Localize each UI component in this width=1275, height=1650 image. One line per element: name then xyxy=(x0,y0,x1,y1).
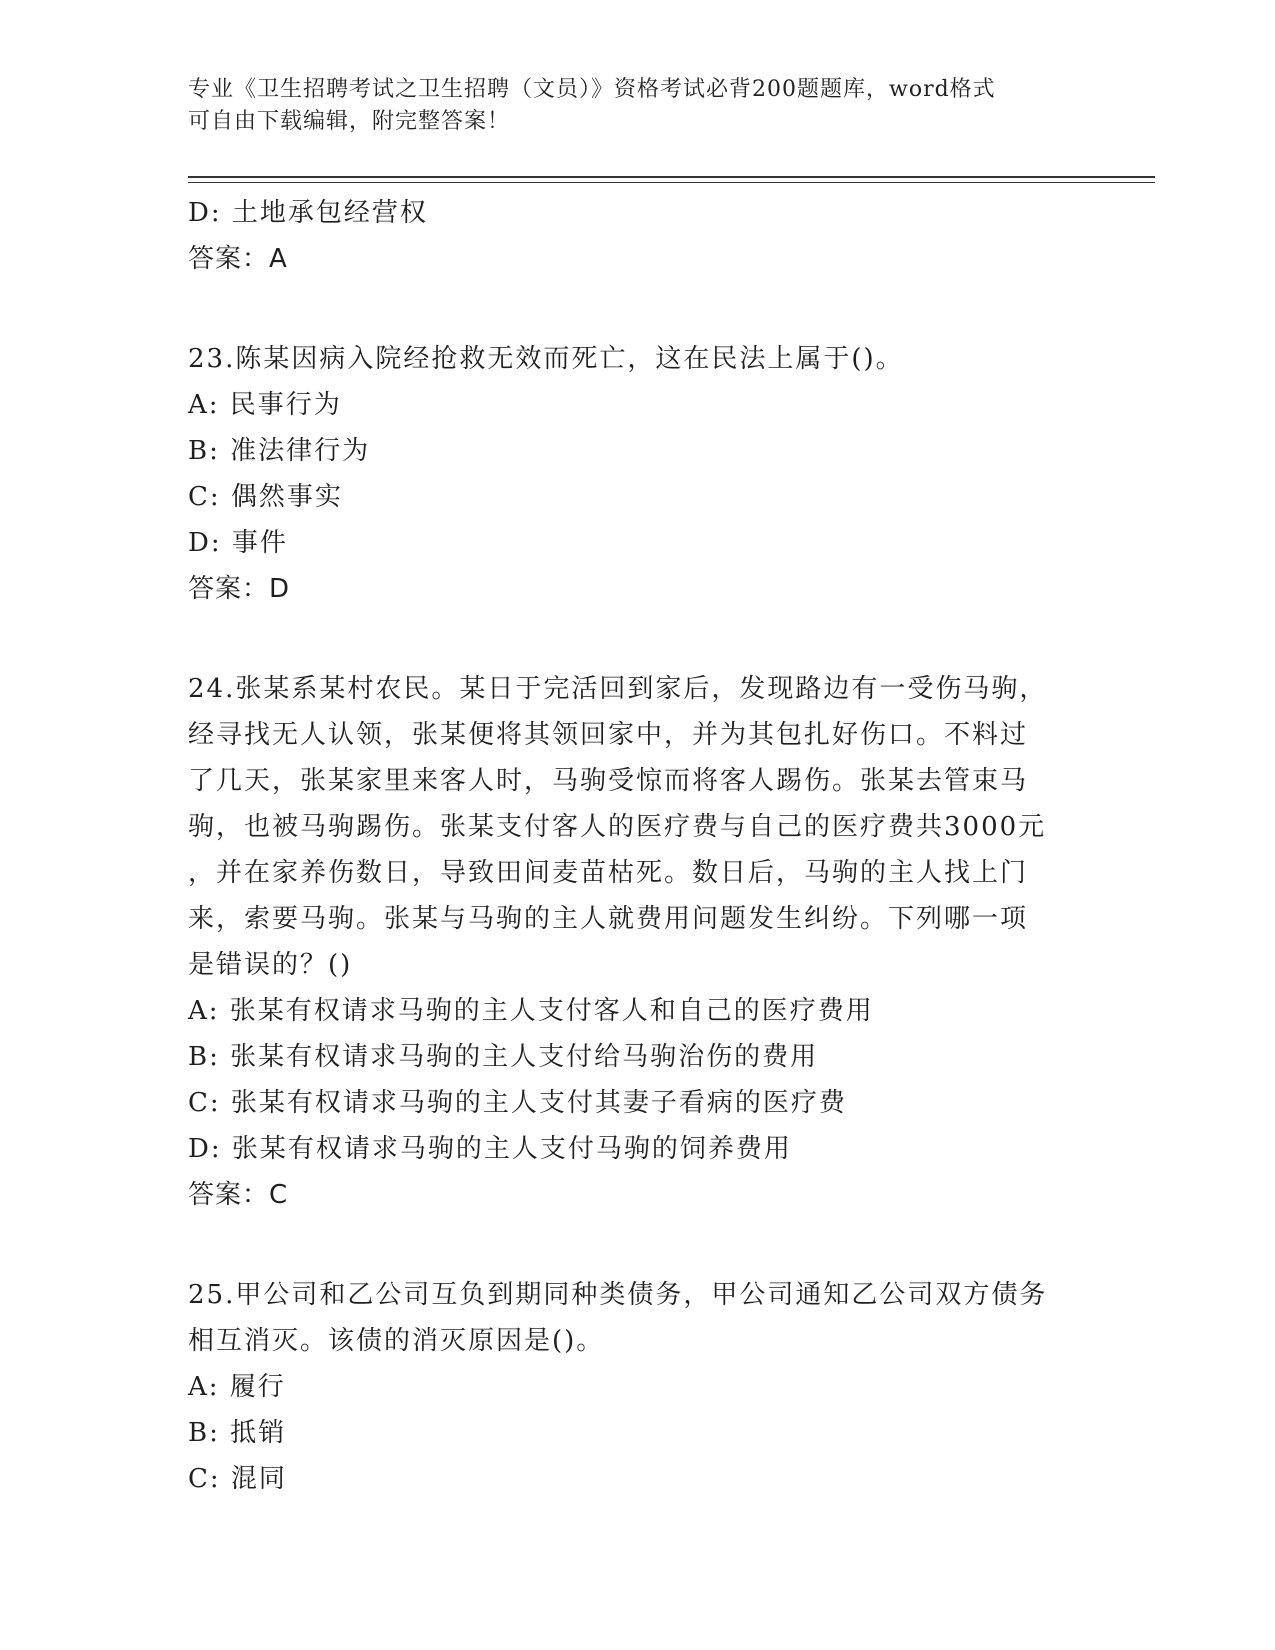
option-c: C: 张某有权请求马驹的主人支付其妻子看病的医疗费 xyxy=(188,1088,847,1118)
option-a: A: 履行 xyxy=(188,1372,286,1402)
question-stem-line: 25.甲公司和乙公司互负到期同种类债务，甲公司通知乙公司双方债务 xyxy=(188,1280,1048,1310)
question-stem-line: 经寻找无人认领，张某便将其领回家中，并为其包扎好伤口。不料过 xyxy=(188,720,1029,750)
option-b: B: 张某有权请求马驹的主人支付给马驹治伤的费用 xyxy=(188,1042,819,1072)
option-d: D: 事件 xyxy=(188,528,288,558)
question-stem: 23.陈某因病入院经抢救无效而死亡，这在民法上属于()。 xyxy=(188,344,904,374)
option-c: C: 偶然事实 xyxy=(188,482,343,512)
question-stem-line: 是错误的？() xyxy=(188,950,353,980)
header-line-1: 专业《卫生招聘考试之卫生招聘（文员）》资格考试必背200题题库，word格式 xyxy=(188,77,996,102)
question-25 xyxy=(188,1272,1088,1502)
answer-line: 答案：C xyxy=(188,1180,289,1210)
option-a: A: 民事行为 xyxy=(188,390,342,420)
option-c: C: 混同 xyxy=(188,1464,287,1494)
header-line-2: 可自由下载编辑，附完整答案！ xyxy=(188,109,511,134)
option-b: B: 准法律行为 xyxy=(188,436,371,466)
question-stem-line: ，并在家养伤数日，导致田间麦苗枯死。数日后，马驹的主人找上门 xyxy=(188,858,1029,888)
option-d: D: 土地承包经营权 xyxy=(188,198,428,228)
option-a: A: 张某有权请求马驹的主人支付客人和自己的医疗费用 xyxy=(188,996,874,1026)
question-24 xyxy=(188,666,1088,1218)
question-stem-line: 24.张某系某村农民。某日于完活回到家后，发现路边有一受伤马驹， xyxy=(188,674,1048,704)
option-b: B: 抵销 xyxy=(188,1418,287,1448)
question-23 xyxy=(188,336,1088,612)
document-body xyxy=(188,190,1088,1502)
question-stem-line: 了几天，张某家里来客人时，马驹受惊而将客人踢伤。张某去管束马 xyxy=(188,766,1029,796)
question-stem-line: 相互消灭。该债的消灭原因是()。 xyxy=(188,1326,605,1356)
answer-line: 答案：D xyxy=(188,574,291,604)
question-stem-line: 来，索要马驹。张某与马驹的主人就费用问题发生纠纷。下列哪一项 xyxy=(188,904,1029,934)
document-header xyxy=(188,74,1088,138)
header-rule-thick xyxy=(188,176,1155,178)
header-rule-thin xyxy=(188,182,1155,183)
option-d: D: 张某有权请求马驹的主人支付马驹的饲养费用 xyxy=(188,1134,792,1164)
answer-line: 答案：A xyxy=(188,244,288,274)
question-stem-line: 驹，也被马驹踢伤。张某支付客人的医疗费与自己的医疗费共3000元 xyxy=(188,812,1047,842)
